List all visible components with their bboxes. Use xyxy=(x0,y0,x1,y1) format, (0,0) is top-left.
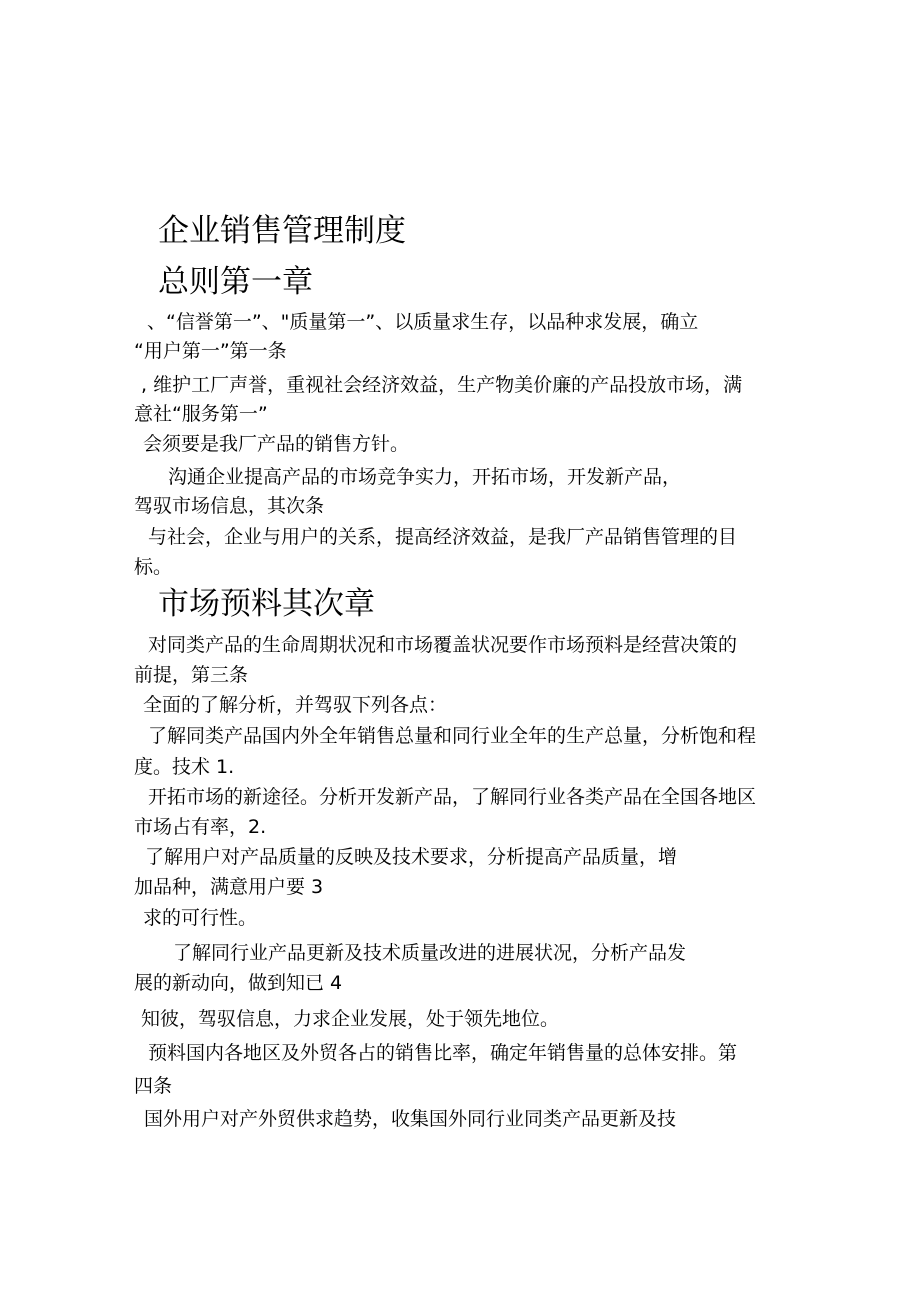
paragraph-line: 沟通企业提高产品的市场竞争实力，开拓市场，开发新产品， xyxy=(168,466,682,488)
paragraph-line: 了解同类产品国内外全年销售总量和同行业全年的生产总量，分析饱和程 xyxy=(148,725,757,747)
paragraph-line: 标。 xyxy=(134,556,173,578)
paragraph-line: 四条 xyxy=(134,1075,173,1097)
paragraph-line: 驾驭市场信息，其次条 xyxy=(134,495,325,517)
paragraph-line: 展的新动向，做到知已 4 xyxy=(134,972,343,994)
paragraph-line: 了解同行业产品更新及技术质量改进的进展状况，分析产品发 xyxy=(173,942,687,964)
paragraph-line: “用户第一”第一条 xyxy=(134,340,287,362)
paragraph-line: 、“信誉第一”、"质量第一”、以质量求生存，以品种求发展，确立 xyxy=(147,311,699,333)
paragraph-line: 求的可行性。 xyxy=(143,907,258,929)
paragraph-line: 对同类产品的生命周期状况和市场覆盖状况要作市场预料是经营决策的 xyxy=(148,634,738,656)
paragraph-line: 加品种，满意用户要 3 xyxy=(134,876,324,898)
paragraph-line: 市场占有率，2. xyxy=(134,816,267,838)
paragraph-line: 开拓市场的新途径。分析开发新产品，了解同行业各类产品在全国各地区 xyxy=(148,786,757,808)
chapter-heading-1: 总则第一章 xyxy=(158,264,313,300)
paragraph-line: 了解用户对产品质量的反映及技术要求，分析提高产品质量，增 xyxy=(145,846,678,868)
chapter-heading-2: 市场预料其次章 xyxy=(158,586,375,622)
paragraph-line: 全面的了解分析，并驾驭下列各点： xyxy=(143,694,448,716)
paragraph-line: , 维护工厂声誉，重视社会经济效益，生产物美价廉的产品投放市场，满 xyxy=(141,374,743,396)
paragraph-line: 意社“服务第一” xyxy=(134,403,268,425)
paragraph-line: 度。技术 1. xyxy=(134,756,235,778)
paragraph-line: 与社会，企业与用户的关系，提高经济效益，是我厂产品销售管理的目 xyxy=(148,526,738,548)
document-title: 企业销售管理制度 xyxy=(158,213,406,249)
paragraph-line: 预料国内各地区及外贸各占的销售比率，确定年销售量的总体安排。第 xyxy=(148,1042,738,1064)
paragraph-line: 国外用户对产外贸供求趋势，收集国外同行业同类产品更新及技 xyxy=(144,1108,677,1130)
paragraph-line: 前提，第三条 xyxy=(134,664,249,686)
paragraph-line: 知彼，驾驭信息，力求企业发展，处于领先地位。 xyxy=(141,1008,560,1030)
paragraph-line: 会须要是我厂产品的销售方针。 xyxy=(143,433,410,455)
